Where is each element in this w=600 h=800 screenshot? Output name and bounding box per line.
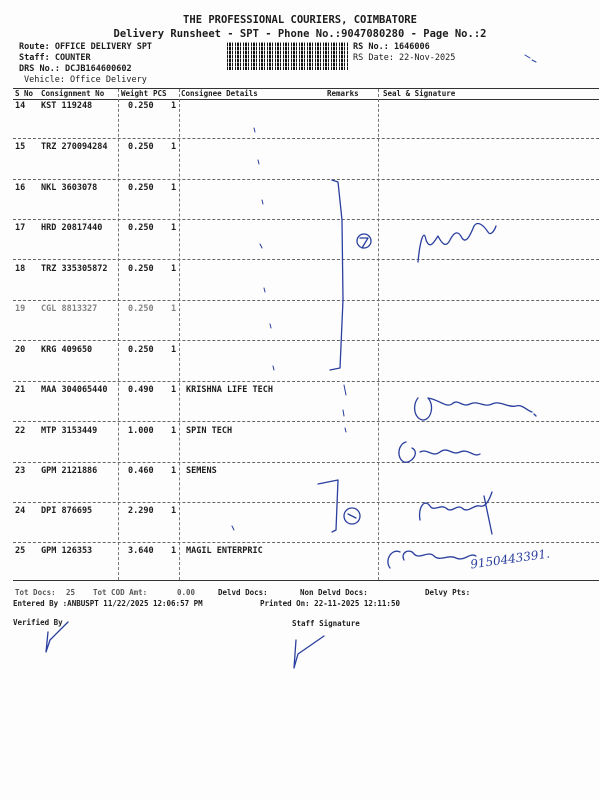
handwritten-phone-note: 9150443391.: [469, 546, 551, 572]
row-weight: 0.460: [128, 466, 154, 476]
seal-signature-row-17: [418, 224, 496, 262]
remark-bracket-row-23: [318, 480, 338, 532]
row-pcs: 1: [171, 426, 177, 436]
scan-mark: [343, 385, 346, 432]
rs-number: RS No.: 1646006: [353, 42, 430, 52]
printed-on: Printed On: 22-11-2025 12:11:50: [260, 599, 400, 608]
row-weight: 0.250: [128, 304, 154, 314]
row-pcs: 1: [171, 101, 177, 111]
row-pcs: 1: [171, 506, 177, 516]
vehicle-label: Vehicle: Office Delivery: [24, 75, 147, 85]
row-consignment-no: GPM 126353: [41, 546, 93, 556]
route-label: Route: OFFICE DELIVERY SPT: [19, 42, 153, 52]
row-weight: 2.290: [128, 506, 154, 516]
col-header-weight: Weight: [121, 89, 149, 98]
row-consignment-no: TRZ 335305872: [41, 264, 108, 274]
col-header-consignment: Consignment No: [41, 89, 105, 98]
row-sno: 15: [15, 142, 26, 152]
row-sno: 18: [15, 264, 26, 274]
col-header-seal: Seal & Signature: [383, 89, 456, 98]
tot-docs-label: Tot Docs:: [15, 588, 56, 597]
tot-cod-label: Tot COD Amt:: [93, 588, 148, 597]
verified-by-signature: [46, 622, 68, 652]
delivery-points-label: Delvy Pts:: [425, 588, 471, 597]
tot-cod-value: 0.00: [177, 588, 196, 597]
row-consignee: MAGIL ENTERPRIC: [186, 546, 263, 556]
row-sno: 23: [15, 466, 26, 476]
col-header-sno: S No: [15, 89, 34, 98]
row-weight: 3.640: [128, 546, 154, 556]
delivery-bracket-line: [330, 180, 343, 370]
row-weight: 0.250: [128, 264, 154, 274]
stray-tick-mark: [232, 128, 274, 530]
row-pcs: 1: [171, 142, 177, 152]
col-header-pcs: PCS: [153, 89, 167, 98]
row-pcs: 1: [171, 345, 177, 355]
runsheet-subtitle: Delivery Runsheet - SPT - Phone No.:9047080280 - Page No.:2: [113, 28, 487, 40]
row-sno: 17: [15, 223, 26, 233]
row-weight: 0.250: [128, 223, 154, 233]
row-sno: 21: [15, 385, 26, 395]
row-consignment-no: DPI 876695: [41, 506, 93, 516]
tot-docs-value: 25: [66, 588, 76, 597]
row-weight: 0.250: [128, 345, 154, 355]
row-pcs: 1: [171, 223, 177, 233]
row-pcs: 1: [171, 546, 177, 556]
row-consignment-no: CGL 8813327: [41, 304, 98, 314]
staff-signature: [294, 636, 324, 668]
rs-date: RS Date: 22-Nov-2025: [353, 53, 456, 63]
row-weight: 0.250: [128, 142, 154, 152]
corner-scribble: [525, 55, 536, 62]
row-weight: 0.250: [128, 183, 154, 193]
verified-by-label: Verified By: [13, 618, 63, 627]
remark-circle-mark: [348, 514, 356, 518]
row-pcs: 1: [171, 304, 177, 314]
row-consignee: SPIN TECH: [186, 426, 233, 436]
non-delivered-docs-label: Non Delvd Docs:: [300, 588, 368, 597]
row-consignment-no: GPM 2121886: [41, 466, 98, 476]
row-pcs: 1: [171, 264, 177, 274]
row-sno: 14: [15, 101, 26, 111]
staff-signature-label: Staff Signature: [292, 619, 360, 628]
row-consignment-no: MAA 304065440: [41, 385, 108, 395]
row-consignment-no: KST 119248: [41, 101, 93, 111]
row-sno: 22: [15, 426, 26, 436]
row-pcs: 1: [171, 466, 177, 476]
delivered-docs-label: Delvd Docs:: [218, 588, 268, 597]
row-consignee: KRISHNA LIFE TECH: [186, 385, 273, 395]
row-sno: 16: [15, 183, 26, 193]
remark-digit-seven: [360, 238, 368, 248]
seal-signature-row-24: [420, 492, 492, 534]
seal-signature-row-21: [415, 398, 536, 420]
staff-label: Staff: COUNTER: [19, 53, 91, 63]
row-sno: 24: [15, 506, 26, 516]
row-weight: 0.250: [128, 101, 154, 111]
row-pcs: 1: [171, 183, 177, 193]
row-consignment-no: HRD 20817440: [41, 223, 103, 233]
row-weight: 1.000: [128, 426, 154, 436]
col-header-consignee: Consignee Details: [181, 89, 258, 98]
row-sno: 20: [15, 345, 26, 355]
company-title: THE PROFESSIONAL COURIERS, COIMBATORE: [183, 14, 417, 26]
row-consignment-no: TRZ 270094284: [41, 142, 108, 152]
seal-signature-row-25: [388, 551, 476, 568]
entered-by: Entered By :ANBUSPT 11/22/2025 12:06:57 PM: [13, 599, 203, 608]
row-sno: 19: [15, 304, 26, 314]
row-consignee: SEMENS: [186, 466, 217, 476]
row-consignment-no: NKL 3603078: [41, 183, 98, 193]
row-sno: 25: [15, 546, 26, 556]
row-consignment-no: MTP 3153449: [41, 426, 98, 436]
row-consignment-no: KRG 409650: [41, 345, 93, 355]
row-pcs: 1: [171, 385, 177, 395]
seal-signature-row-22: [399, 442, 480, 462]
col-header-remarks: Remarks: [327, 89, 359, 98]
drs-number: DRS No.: DCJB164600602: [19, 64, 132, 74]
row-weight: 0.490: [128, 385, 154, 395]
